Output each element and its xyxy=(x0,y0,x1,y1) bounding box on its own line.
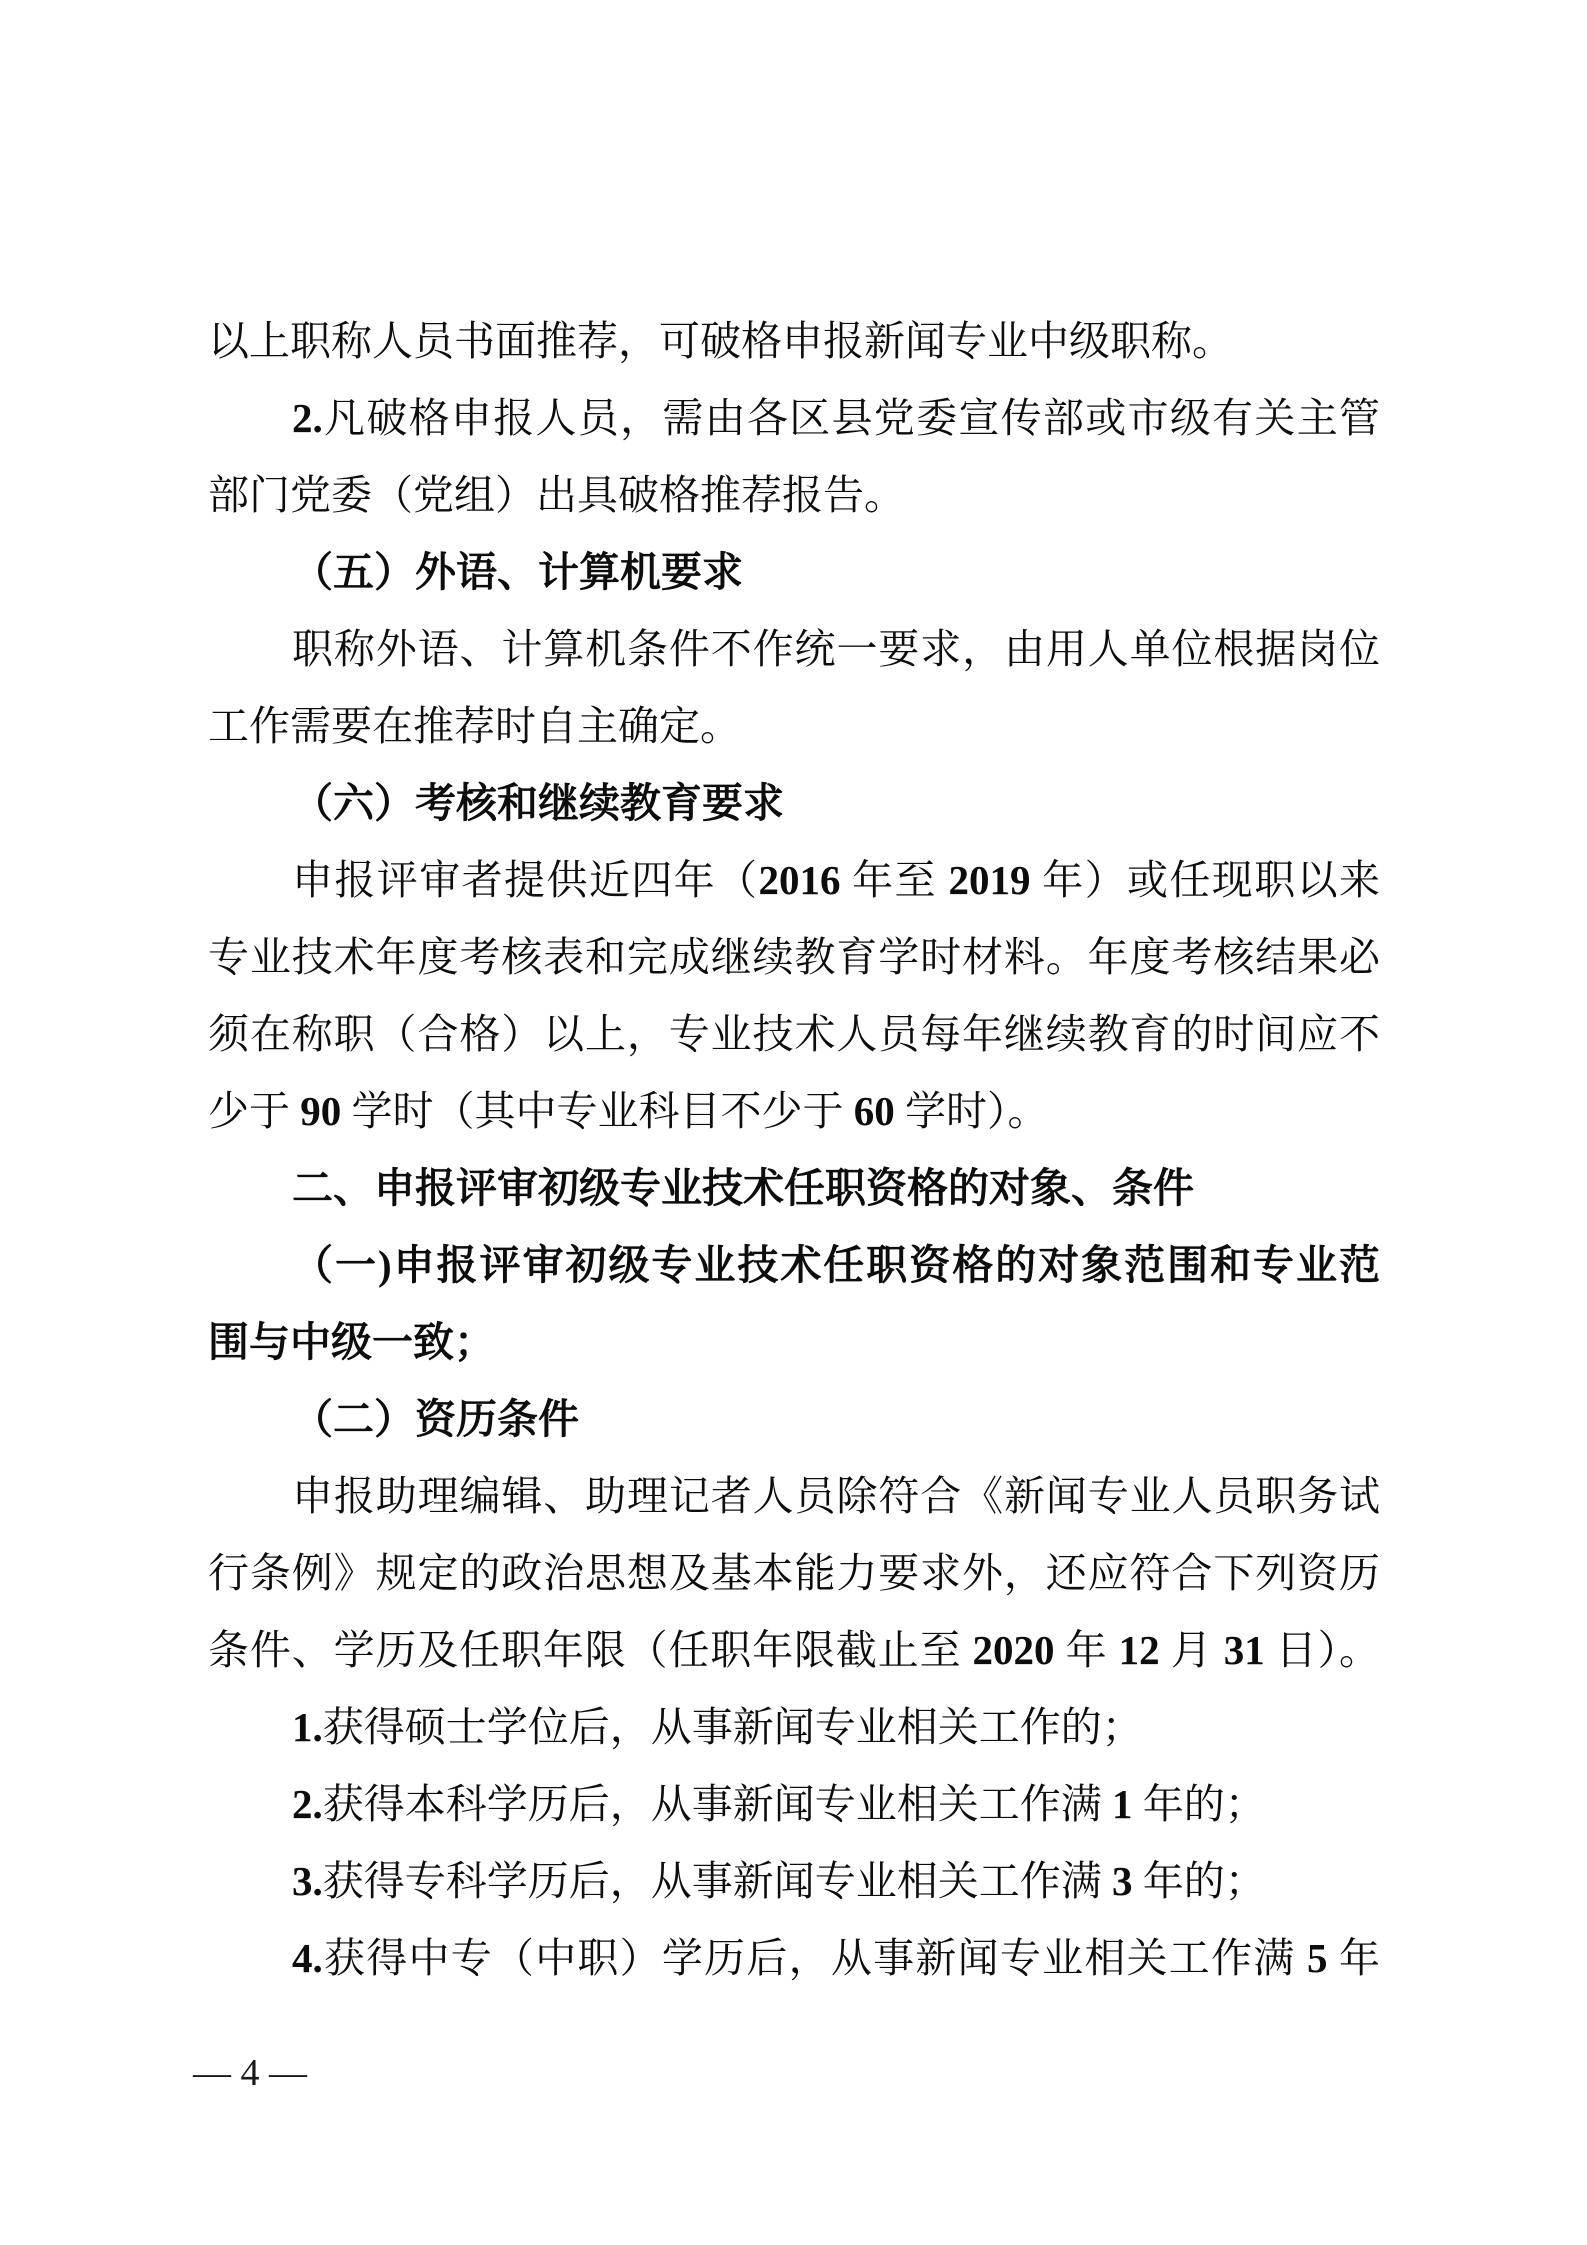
numeral: 2. xyxy=(292,395,323,441)
text-line-6: 工作需要在推荐时自主确定。 xyxy=(208,703,741,749)
text-line-20: 2.获得本科学历后，从事新闻专业相关工作满 1 年的； xyxy=(292,1781,1266,1827)
numeral: 3 xyxy=(1112,1858,1133,1904)
page-number: — 4 — xyxy=(193,2052,307,2094)
text-line-8: 申报评审者提供近四年（2016 年至 2019 年）或任现职以来 xyxy=(292,857,1381,903)
document-body xyxy=(208,303,1380,1997)
text-line-10: 须在称职（合格）以上，专业技术人员每年继续教育的时间应不 xyxy=(208,1011,1380,1057)
numeral: 2016 xyxy=(758,857,841,903)
text-line-4: （五）外语、计算机要求 xyxy=(292,549,743,595)
page-footer xyxy=(193,2035,307,2111)
numeral: 2. xyxy=(292,1781,323,1827)
numeral: 90 xyxy=(300,1088,342,1134)
text-line-11: 少于 90 学时（其中专业科目不少于 60 学时）。 xyxy=(208,1088,1049,1134)
numeral: 12 xyxy=(1118,1627,1160,1673)
numeral: 1. xyxy=(292,1704,323,1750)
text-line-12: 二、申报评审初级专业技术任职资格的对象、条件 xyxy=(292,1165,1194,1211)
text-line-15: （二）资历条件 xyxy=(292,1396,579,1442)
numeral: 2020 xyxy=(972,1627,1055,1673)
numeral: 5 xyxy=(1307,1935,1328,1981)
numeral: 31 xyxy=(1223,1627,1265,1673)
text-line-19: 1.获得硕士学位后，从事新闻专业相关工作的； xyxy=(292,1704,1143,1750)
text-line-3: 部门党委（党组）出具破格推荐报告。 xyxy=(208,472,905,518)
text-line-13: （一)申报评审初级专业技术任职资格的对象范围和专业范 xyxy=(292,1242,1380,1288)
text-line-2: 2.凡破格申报人员，需由各区县党委宣传部或市级有关主管 xyxy=(292,395,1380,441)
text-line-9: 专业技术年度考核表和完成继续教育学时材料。年度考核结果必 xyxy=(208,934,1380,980)
text-line-21: 3.获得专科学历后，从事新闻专业相关工作满 3 年的； xyxy=(292,1858,1266,1904)
numeral: 2019 xyxy=(948,857,1031,903)
text-line-22: 4.获得中专（中职）学历后，从事新闻专业相关工作满 5 年 xyxy=(292,1935,1381,1981)
numeral: 4. xyxy=(292,1935,323,1981)
text-line-5: 职称外语、计算机条件不作统一要求，由用人单位根据岗位 xyxy=(292,626,1380,672)
text-line-18: 条件、学历及任职年限（任职年限截止至 2020 年 12 月 31 日）。 xyxy=(208,1627,1381,1673)
text-line-14: 围与中级一致； xyxy=(208,1319,495,1365)
text-line-16: 申报助理编辑、助理记者人员除符合《新闻专业人员职务试 xyxy=(292,1473,1380,1519)
numeral: 1 xyxy=(1112,1781,1133,1827)
text-line-7: （六）考核和继续教育要求 xyxy=(292,780,784,826)
numeral: 3. xyxy=(292,1858,323,1904)
text-line-1: 以上职称人员书面推荐，可破格申报新闻专业中级职称。 xyxy=(208,318,1233,364)
text-line-17: 行条例》规定的政治思想及基本能力要求外，还应符合下列资历 xyxy=(208,1550,1380,1596)
numeral: 60 xyxy=(853,1088,895,1134)
